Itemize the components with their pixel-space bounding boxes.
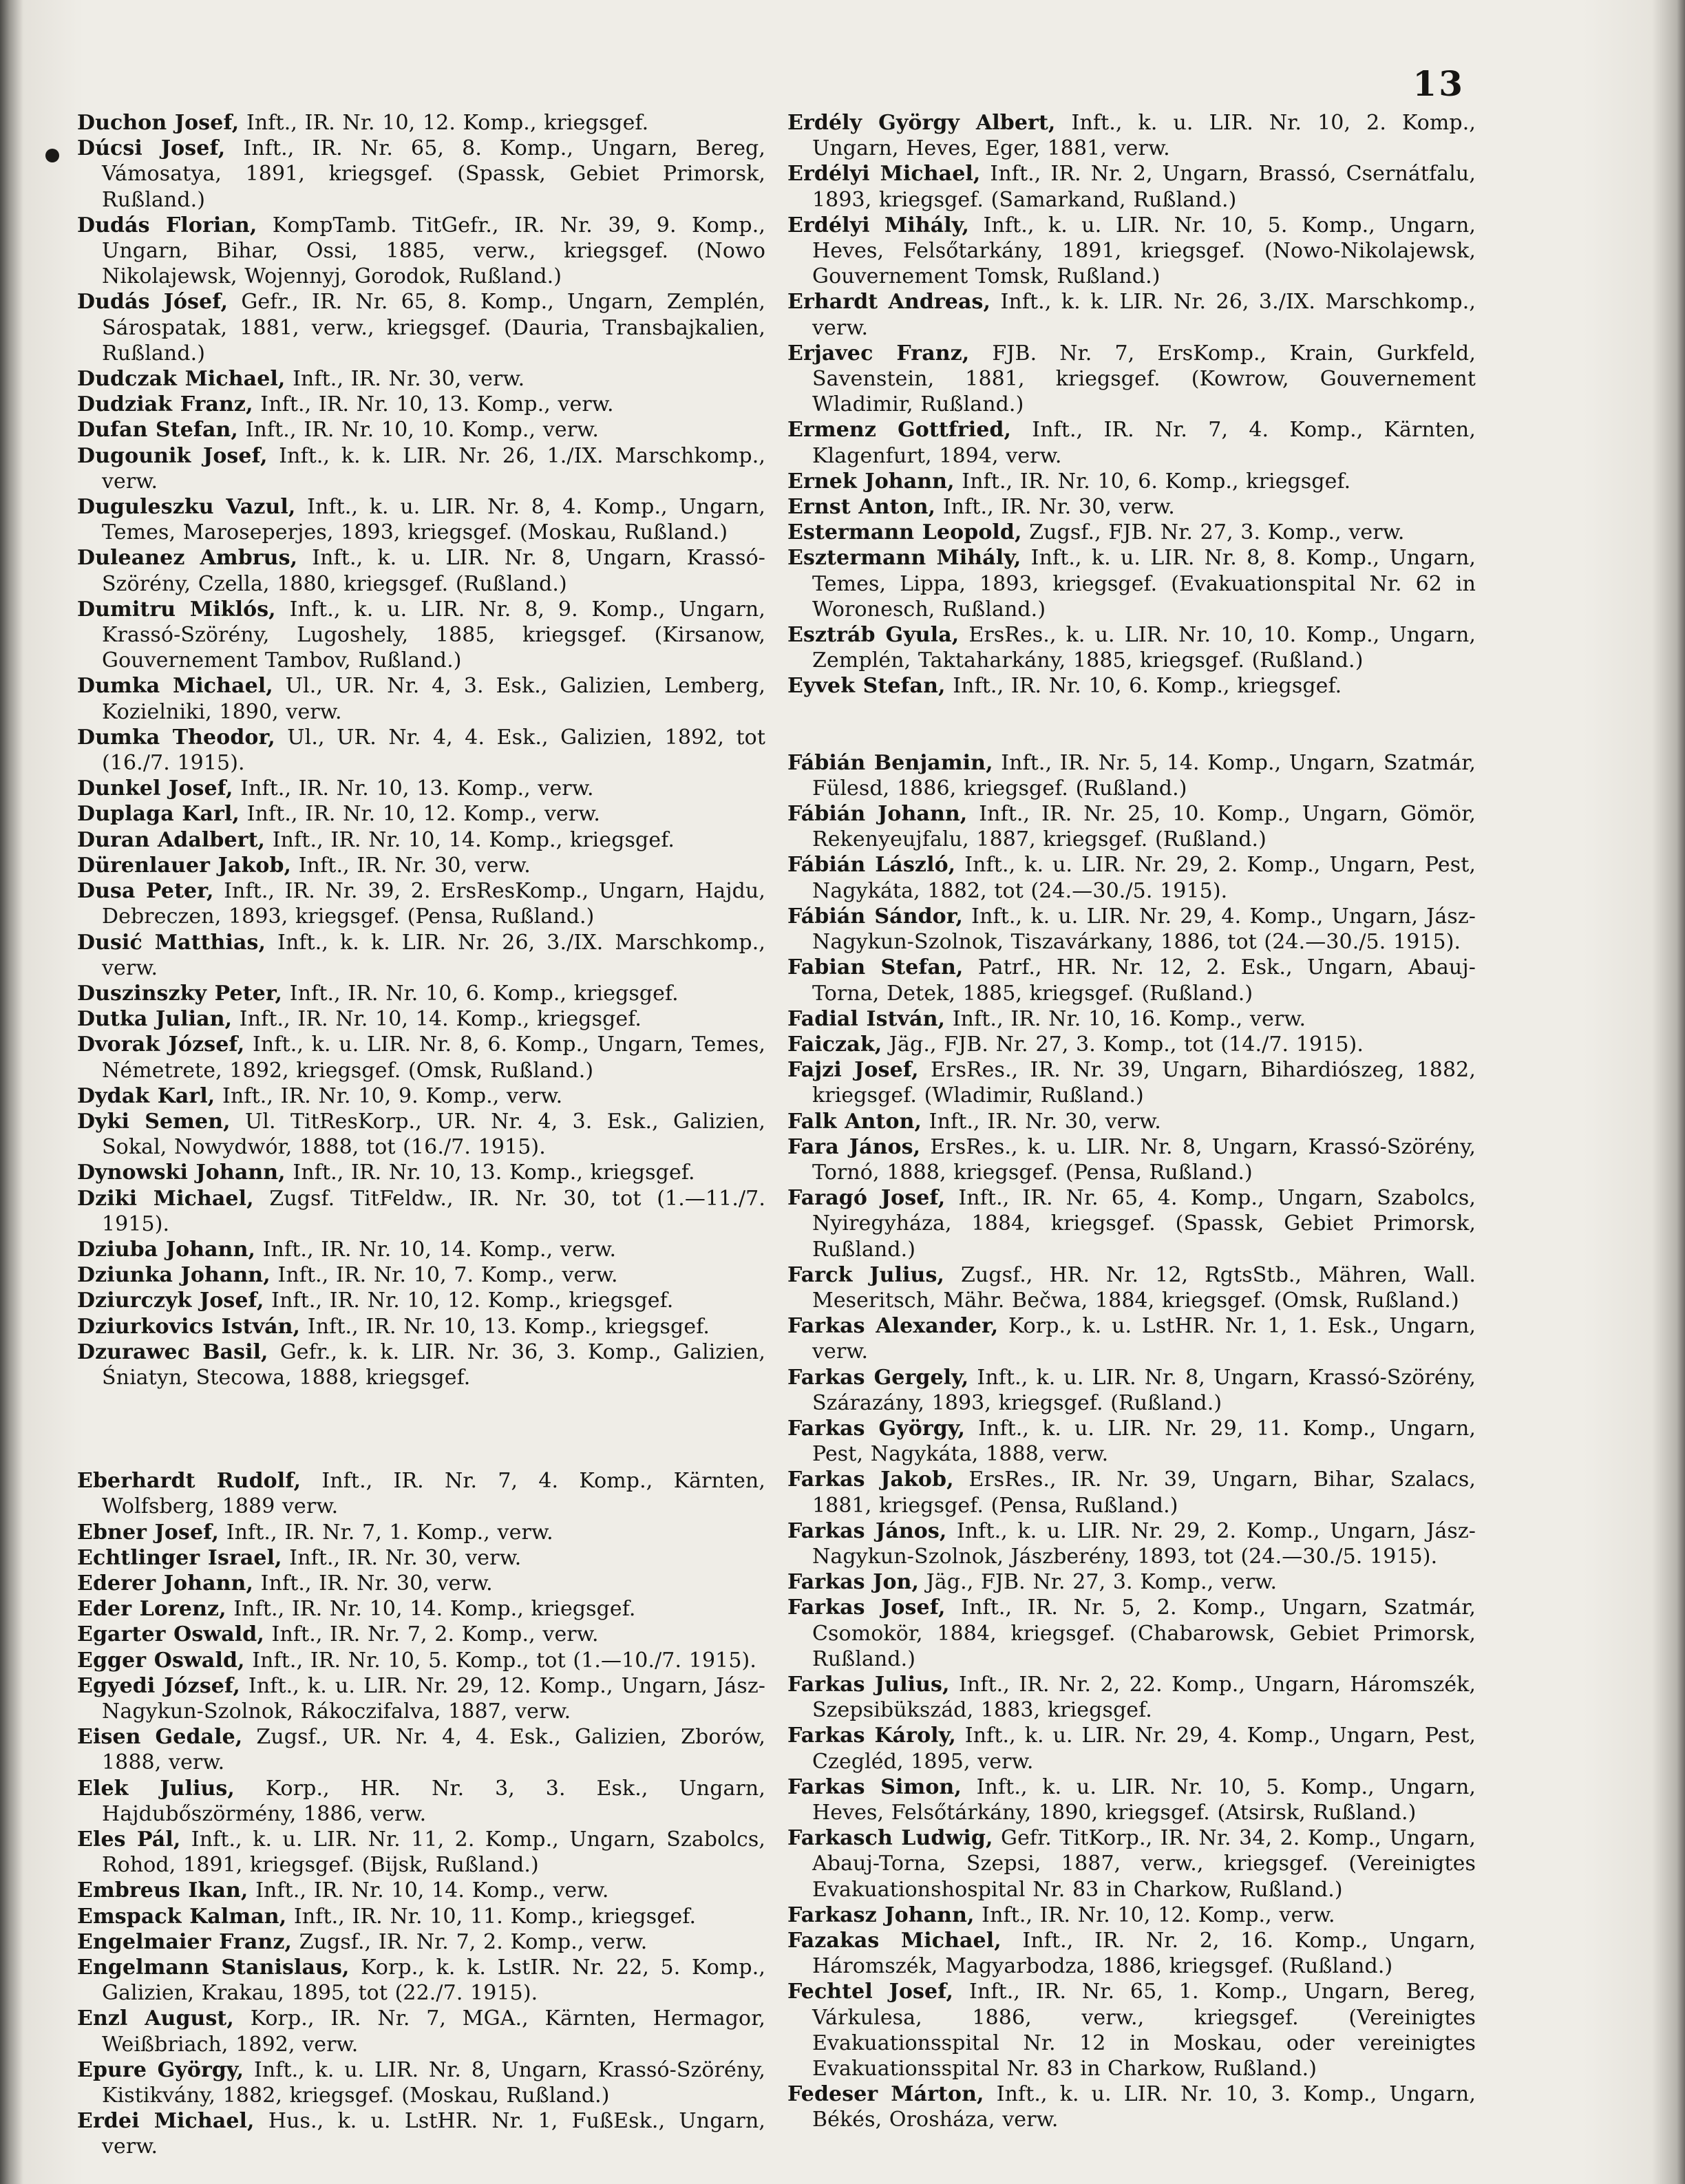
roster-entry — [77, 1288, 765, 1313]
entry-details: KompTamb. TitGefr., IR. Nr. 39, 9. Komp., Ungarn, Bihar, Ossi, 1885, verw., kriegsgef. (Nowo Nikolajewsk, Wojennyj, Gorodok, Rußland.) — [102, 213, 766, 289]
entry-details: Inft., IR. Nr. 10, 13. Komp., verw. — [253, 392, 614, 417]
entry-details: Jäg., FJB. Nr. 27, 3. Komp., tot (14./7. 1915). — [882, 1032, 1364, 1057]
entry-name: Duszinszky Peter, — [77, 981, 283, 1006]
entry-name: Ederer Johann, — [77, 1571, 253, 1595]
entry-name: Fadial István, — [787, 1006, 946, 1031]
roster-entry — [787, 1979, 1476, 2081]
roster-entry — [77, 2057, 765, 2108]
entry-name: Egarter Oswald, — [77, 1622, 264, 1647]
entry-name: Dugounik Josef, — [77, 443, 268, 468]
entry-details: Inft., IR. Nr. 65, 4. Komp., Ungarn, Szabolcs, Nyiregyháza, 1884, kriegsgef. (Spassk, Gebiet Primorsk, Rußland.) — [812, 1186, 1476, 1262]
entry-details: Patrf., HR. Nr. 12, 2. Esk., Ungarn, Abauj-Torna, Detek, 1885, kriegsgef. (Rußland.) — [812, 955, 1476, 1006]
entry-details: Inft., IR. Nr. 10, 12. Komp., verw. — [239, 802, 601, 827]
entry-name: Fazakas Michael, — [787, 1929, 1002, 1953]
entry-name: Farkas Károly, — [787, 1724, 956, 1748]
entry-name: Dudczak Michael, — [77, 367, 286, 392]
entry-details: Ul., UR. Nr. 4, 4. Esk., Galizien, 1892, tot (16./7. 1915). — [102, 725, 765, 776]
entry-name: Fábián László, — [787, 853, 956, 878]
entry-name: Dzurawec Basil, — [77, 1339, 268, 1364]
entry-details: Jäg., FJB. Nr. 27, 3. Komp., verw. — [919, 1570, 1278, 1595]
roster-entry — [787, 1313, 1476, 1364]
roster-entry — [787, 1134, 1476, 1185]
entry-name: Erdélyi Mihály, — [787, 213, 969, 237]
entry-name: Duguleszku Vazul, — [77, 495, 296, 520]
roster-entry — [787, 1672, 1476, 1723]
entry-name: Eles Pál, — [77, 1827, 181, 1852]
entry-details: Korp., HR. Nr. 3, 3. Esk., Ungarn, Hajdubőszörmény, 1886, verw. — [102, 1776, 765, 1826]
entry-details: Inft., IR. Nr. 10, 13. Komp., kriegsgef. — [285, 1160, 695, 1185]
roster-entry — [77, 1648, 765, 1673]
entry-name: Dufan Stefan, — [77, 418, 238, 443]
entry-name: Farkas György, — [787, 1416, 966, 1441]
entry-name: Ernek Johann, — [787, 469, 955, 494]
entry-details: Inft., IR. Nr. 10, 11. Komp., kriegsgef. — [286, 1904, 697, 1929]
roster-entry — [77, 1237, 765, 1262]
roster-entry — [787, 110, 1476, 161]
entry-name: Dutka Julian, — [77, 1007, 233, 1032]
entry-details: Gefr., k. k. LIR. Nr. 36, 3. Komp., Galizien, Śniatyn, Stecowa, 1888, kriegsgef. — [102, 1339, 765, 1390]
entry-name: Emspack Kalman, — [77, 1904, 287, 1929]
entry-details: Inft., IR. Nr. 30, verw. — [922, 1109, 1161, 1134]
entry-details: Zugsf., UR. Nr. 4, 4. Esk., Galizien, Zborów, 1888, verw. — [102, 1725, 765, 1775]
entry-name: Erhardt Andreas, — [787, 290, 991, 315]
entry-details: Inft., IR. Nr. 10, 6. Komp., kriegsgef. — [954, 469, 1351, 494]
roster-entry — [77, 136, 765, 213]
roster-entry — [787, 1723, 1476, 1774]
entry-details: Inft., k. u. LIR. Nr. 10, 3. Komp., Ungarn, Békés, Orosháza, verw. — [812, 2082, 1476, 2132]
section-gap — [787, 699, 1476, 750]
roster-entry — [787, 1006, 1476, 1032]
entry-name: Ernst Anton, — [787, 495, 936, 520]
entry-name: Engelmaier Franz, — [77, 1929, 293, 1954]
entry-name: Egyedi József, — [77, 1673, 240, 1698]
entry-name: Estermann Leopold, — [787, 520, 1022, 545]
roster-entry — [77, 1545, 765, 1571]
roster-entry — [787, 417, 1476, 468]
entry-details: Inft., IR. Nr. 10, 12. Komp., verw. — [974, 1902, 1335, 1927]
entry-name: Elek Julius, — [77, 1776, 235, 1801]
entry-name: Dunkel Josef, — [77, 776, 233, 801]
entry-name: Dyki Semen, — [77, 1109, 231, 1134]
entry-details: Inft., k. k. LIR. Nr. 26, 3./IX. Marschkomp., verw. — [102, 930, 765, 980]
roster-entry — [787, 289, 1476, 340]
roster-entry — [787, 1928, 1476, 1979]
roster-entry — [77, 2006, 765, 2057]
roster-entry — [77, 878, 765, 929]
roster-entry — [77, 1904, 765, 1929]
entry-details: Inft., IR. Nr. 10, 6. Komp., kriegsgef. — [282, 981, 679, 1006]
entry-name: Dziurczyk Josef, — [77, 1289, 264, 1313]
roster-entry — [787, 904, 1476, 955]
entry-details: Inft., IR. Nr. 30, verw. — [253, 1571, 493, 1595]
roster-entry — [77, 1596, 765, 1622]
entry-details: Zugsf. TitFeldw., IR. Nr. 30, tot (1.—11./7. 1915). — [102, 1186, 766, 1236]
entry-details: Inft., IR. Nr. 39, 2. ErsResKomp., Ungarn, Hajdu, Debreczen, 1893, kriegsgef. (Pensa, Rußland.) — [102, 879, 765, 929]
entry-name: Fábián Benjamin, — [787, 750, 993, 775]
entry-details: Inft., IR. Nr. 30, verw. — [282, 1545, 522, 1570]
roster-entry — [787, 1057, 1476, 1108]
entry-name: Dusa Peter, — [77, 879, 214, 904]
entry-details: Inft., k. u. LIR. Nr. 8, 6. Komp., Ungarn, Temes, Németrete, 1892, kriegsgef. (Omsk, Rußland.) — [102, 1032, 765, 1083]
roster-entry — [77, 1571, 765, 1596]
entry-details: Inft., k. u. LIR. Nr. 29, 4. Komp., Ungarn, Pest, Czegléd, 1895, verw. — [812, 1724, 1476, 1774]
entry-name: Fábián Johann, — [787, 802, 968, 827]
roster-entry — [77, 1520, 765, 1545]
entry-name: Eisen Gedale, — [77, 1725, 243, 1750]
entry-details: Inft., IR. Nr. 30, verw. — [291, 853, 531, 878]
entry-name: Farkas Simon, — [787, 1774, 962, 1799]
entry-details: Ul., UR. Nr. 4, 3. Esk., Galizien, Lemberg, Kozielniki, 1890, verw. — [102, 674, 765, 724]
entry-details: Inft., IR. Nr. 7, 4. Komp., Kärnten, Wolfsberg, 1889 verw. — [102, 1469, 765, 1519]
roster-entry — [77, 1186, 765, 1237]
entry-name: Dydak Karl, — [77, 1083, 215, 1108]
entry-name: Fara János, — [787, 1134, 921, 1159]
entry-name: Fábián Sándor, — [787, 904, 964, 929]
entry-name: Erdei Michael, — [77, 2109, 255, 2134]
entry-name: Farkas Gergely, — [787, 1365, 969, 1390]
entry-details: Inft., k. u. LIR. Nr. 8, 8. Komp., Ungarn, Temes, Lippa, 1893, kriegsgef. (Evakuationspital Nr. 62 in Woronesch, Rußland.) — [812, 546, 1476, 622]
entry-name: Dúcsi Josef, — [77, 136, 226, 161]
entry-details: Inft., IR. Nr. 10, 16. Komp., verw. — [945, 1006, 1306, 1031]
entry-details: Inft., k. u. LIR. Nr. 11, 2. Komp., Ungarn, Szabolcs, Rohod, 1891, kriegsgef. (Bijsk, Rußland.) — [102, 1827, 765, 1878]
entry-details: Inft., IR. Nr. 10, 12. Komp., kriegsgef. — [264, 1289, 674, 1313]
margin-mark-icon — [45, 149, 59, 162]
entry-details: Inft., k. u. LIR. Nr. 8, 9. Komp., Ungarn, Krassó-Szörény, Lugoshely, 1885, kriegsgef. (Kirsanow, Gouvernement Tambov, Rußland.) — [102, 597, 765, 673]
entry-name: Dziunka Johann, — [77, 1263, 271, 1288]
roster-entry — [77, 1262, 765, 1288]
entry-name: Farkas Jon, — [787, 1570, 920, 1595]
entry-details: Inft., IR. Nr. 10, 14. Komp., verw. — [248, 1878, 609, 1903]
roster-entry — [787, 750, 1476, 801]
entry-details: Inft., IR. Nr. 7, 4. Komp., Kärnten, Klagenfurt, 1894, verw. — [812, 418, 1476, 468]
entry-name: Erdélyi Michael, — [787, 162, 981, 187]
roster-entry — [787, 1774, 1476, 1825]
entry-name: Farkas Jakob, — [787, 1467, 954, 1492]
entry-details: ErsRes., IR. Nr. 39, Ungarn, Bihar, Szalacs, 1881, kriegsgef. (Pensa, Rußland.) — [812, 1467, 1476, 1518]
entry-name: Engelmann Stanislaus, — [77, 1955, 350, 1980]
roster-entry — [77, 725, 765, 776]
roster-entry — [787, 1416, 1476, 1467]
entry-details: Gefr. TitKorp., IR. Nr. 34, 2. Komp., Ungarn, Abauj-Torna, Szepsi, 1887, verw., kriegsgef. (Vereinigtes Evakuationshospital Nr. 83 in Charkow, Rußland.) — [812, 1826, 1476, 1902]
roster-entry — [77, 1827, 765, 1878]
roster-entry — [77, 1109, 765, 1160]
entry-name: Esztráb Gyula, — [787, 623, 960, 648]
roster-entry — [77, 289, 765, 366]
entry-name: Erdély György Albert, — [787, 111, 1056, 135]
roster-entry — [787, 341, 1476, 418]
entry-details: Inft., k. u. LIR. Nr. 29, 12. Komp., Ungarn, Jász-Nagykun-Szolnok, Rákoczifalva, 1887, verw. — [102, 1673, 765, 1724]
entry-name: Farkasz Johann, — [787, 1902, 975, 1927]
entry-details: Inft., k. u. LIR. Nr. 10, 5. Komp., Ungarn, Heves, Felsőtárkány, 1890, kriegsgef. (Atsirsk, Rußland.) — [812, 1774, 1476, 1825]
entry-name: Dudás Florian, — [77, 213, 257, 237]
entry-details: Inft., IR. Nr. 65, 1. Komp., Ungarn, Bereg, Várkulesa, 1886, verw., kriegsgef. (Vereinigtes Evakuationsspital Nr. 12 in Moskau, oder vereinigtes Evakuationsspital Nr. 83 in Charkow, Rußland.) — [812, 1980, 1476, 2081]
entry-name: Erjavec Franz, — [787, 341, 970, 365]
entry-name: Epure György, — [77, 2057, 244, 2082]
roster-entry — [77, 1006, 765, 1032]
entry-details: Inft., IR. Nr. 2, 22. Komp., Ungarn, Háromszék, Szepsibükszád, 1883, kriegsgef. — [812, 1672, 1476, 1723]
roster-entry — [787, 213, 1476, 290]
roster-entry — [787, 1365, 1476, 1416]
entry-details: Inft., IR. Nr. 65, 8. Komp., Ungarn, Bereg, Vámosatya, 1891, kriegsgef. (Spassk, Gebiet Primorsk, Rußland.) — [102, 136, 765, 212]
entry-details: Inft., k. u. LIR. Nr. 8, Ungarn, Krassó-Szörény, Kistikvány, 1882, kriegsgef. (Moskau, Rußland.) — [102, 2057, 766, 2108]
roster-entry — [787, 1032, 1476, 1057]
entry-details: Ul. TitResKorp., UR. Nr. 4, 3. Esk., Galizien, Sokal, Nowydwór, 1888, tot (16./7. 1915). — [102, 1109, 766, 1160]
roster-entry — [77, 776, 765, 801]
entry-name: Dusić Matthias, — [77, 930, 266, 955]
entry-name: Duleanez Ambrus, — [77, 546, 298, 571]
entry-details: Korp., IR. Nr. 7, MGA., Kärnten, Hermagor, Weißbriach, 1892, verw. — [102, 2006, 765, 2057]
entry-details: Zugsf., HR. Nr. 12, RgtsStb., Mähren, Wall. Meseritsch, Mähr. Bečwa, 1884, kriegsgef. (Omsk, Rußland.) — [812, 1262, 1476, 1313]
entry-name: Duran Adalbert, — [77, 827, 266, 852]
entry-name: Echtlinger Israel, — [77, 1545, 282, 1570]
roster-entry — [787, 494, 1476, 520]
entry-name: Faiczak, — [787, 1032, 882, 1057]
entry-details: Inft., k. u. LIR. Nr. 29, 4. Komp., Ungarn, Jász-Nagykun-Szolnok, Tiszavárkany, 1886, tot (24.—30./5. 1915). — [812, 904, 1476, 955]
roster-entry — [77, 1032, 765, 1083]
entry-details: Inft., IR. Nr. 10, 5. Komp., tot (1.—10./7. 1915). — [244, 1648, 756, 1673]
roster-entry — [787, 622, 1476, 673]
roster-entry — [787, 161, 1476, 212]
entry-details: Inft., IR. Nr. 2, Ungarn, Brassó, Csernátfalu, 1893, kriegsgef. (Samarkand, Rußland.) — [812, 162, 1476, 212]
entry-details: FJB. Nr. 7, ErsKomp., Krain, Gurkfeld, Savenstein, 1881, kriegsgef. (Kowrow, Gouvernement Wladimir, Rußland.) — [812, 341, 1476, 417]
roster-entry — [77, 930, 765, 981]
roster-entry — [77, 1673, 765, 1724]
roster-entry — [787, 469, 1476, 494]
entry-name: Farkas Josef, — [787, 1595, 946, 1620]
entry-name: Farck Julius, — [787, 1262, 944, 1287]
entry-details: Inft., IR. Nr. 10, 7. Komp., verw. — [270, 1263, 618, 1288]
entry-name: Egger Oswald, — [77, 1648, 245, 1673]
roster-entry — [787, 852, 1476, 903]
roster-entry — [787, 1595, 1476, 1672]
roster-entry — [787, 1825, 1476, 1902]
entry-details: Inft., IR. Nr. 10, 12. Komp., kriegsgef. — [239, 111, 649, 135]
roster-entry — [77, 827, 765, 853]
entry-name: Dvorak József, — [77, 1032, 245, 1057]
roster-entry — [77, 1776, 765, 1827]
entry-details: Inft., k. u. LIR. Nr. 10, 5. Komp., Ungarn, Heves, Felsőtarkány, 1891, kriegsgef. (Nowo-Nikolajewsk, Gouvernement Tomsk, Rußland.) — [812, 213, 1476, 289]
entry-details: Inft., k. k. LIR. Nr. 26, 1./IX. Marschkomp., verw. — [102, 443, 766, 494]
entry-name: Enzl August, — [77, 2006, 234, 2031]
entry-details: Korp., k. u. LstHR. Nr. 1, 1. Esk., Ungarn, verw. — [812, 1314, 1476, 1364]
entry-details: Inft., IR. Nr. 10, 6. Komp., kriegsgef. — [945, 674, 1342, 699]
entry-details: ErsRes., k. u. LIR. Nr. 8, Ungarn, Krassó-Szörény, Tornó, 1888, kriegsgef. (Pensa, Rußland.) — [812, 1134, 1476, 1185]
roster-entry — [787, 1569, 1476, 1595]
entry-name: Fechtel Josef, — [787, 1980, 954, 2004]
roster-entry — [787, 1902, 1476, 1928]
roster-entry — [787, 955, 1476, 1006]
entry-details: Inft., IR. Nr. 25, 10. Komp., Ungarn, Gömör, Rekenyeujfalu, 1887, kriegsgef. (Rußland.) — [812, 802, 1476, 852]
roster-entry — [77, 392, 765, 417]
entry-details: Inft., IR. Nr. 10, 14. Komp., verw. — [255, 1237, 617, 1262]
entry-name: Duplaga Karl, — [77, 802, 240, 827]
entry-name: Ermenz Gottfried, — [787, 418, 1012, 443]
roster-entry — [77, 545, 765, 596]
entry-details: Inft., IR. Nr. 10, 14. Komp., kriegsgef. — [232, 1007, 642, 1032]
page-number: 13 — [1412, 63, 1465, 104]
entry-name: Dumka Theodor, — [77, 725, 275, 750]
entry-name: Dynowski Johann, — [77, 1160, 286, 1185]
entry-name: Ebner Josef, — [77, 1520, 220, 1545]
entry-details: Inft., k. k. LIR. Nr. 26, 3./IX. Marschkomp., verw. — [812, 290, 1476, 340]
entry-details: Inft., IR. Nr. 5, 2. Komp., Ungarn, Szatmár, Csomokör, 1884, kriegsgef. (Chabarowsk, Gebiet Primorsk, Rußland.) — [812, 1595, 1476, 1671]
roster-entry — [77, 494, 765, 545]
entry-details: Inft., IR. Nr. 2, 16. Komp., Ungarn, Háromszék, Magyarbodza, 1886, kriegsgef. (Rußland.) — [812, 1929, 1476, 1979]
entry-name: Dürenlauer Jakob, — [77, 853, 292, 878]
entry-name: Farkasch Ludwig, — [787, 1826, 993, 1851]
entry-details: Inft., IR. Nr. 7, 1. Komp., verw. — [219, 1520, 553, 1545]
entry-details: Inft., IR. Nr. 5, 14. Komp., Ungarn, Szatmár, Fülesd, 1886, kriegsgef. (Rußland.) — [812, 750, 1476, 801]
left-column — [77, 110, 765, 2160]
entry-name: Fedeser Márton, — [787, 2082, 984, 2107]
entry-details: Zugsf., IR. Nr. 7, 2. Komp., verw. — [292, 1929, 648, 1954]
roster-entry — [787, 1262, 1476, 1313]
roster-entry — [77, 597, 765, 674]
entry-name: Fajzi Josef, — [787, 1058, 919, 1083]
entry-name: Dziki Michael, — [77, 1186, 254, 1211]
roster-entry — [77, 1929, 765, 1955]
roster-entry — [787, 801, 1476, 852]
entry-name: Farkas János, — [787, 1518, 947, 1543]
roster-entry — [77, 801, 765, 827]
entry-details: Inft., IR. Nr. 10, 13. Komp., kriegsgef. — [300, 1314, 710, 1339]
entry-details: Inft., IR. Nr. 10, 14. Komp., kriegsgef. — [226, 1597, 636, 1622]
entry-details: Hus., k. u. LstHR. Nr. 1, FußEsk., Ungarn, verw. — [102, 2109, 766, 2159]
entry-details: ErsRes., k. u. LIR. Nr. 10, 10. Komp., Ungarn, Zemplén, Taktaharkány, 1885, kriegsgef. (Rußland.) — [812, 623, 1476, 673]
entry-name: Dudás Jósef, — [77, 290, 229, 315]
entry-details: Inft., IR. Nr. 10, 9. Komp., verw. — [215, 1083, 563, 1108]
roster-entry — [787, 1467, 1476, 1518]
entry-details: Inft., k. u. LIR. Nr. 29, 2. Komp., Ungarn, Jász-Nagykun-Szolnok, Jászberény, 1893, tot (24.—30./5. 1915). — [812, 1518, 1476, 1569]
entry-details: Inft., k. u. LIR. Nr. 8, Ungarn, Krassó-Szörény, Szárazány, 1893, kriegsgef. (Rußland.) — [812, 1365, 1476, 1415]
roster-entry — [77, 443, 765, 494]
entry-name: Farkas Alexander, — [787, 1314, 999, 1339]
roster-entry — [787, 1185, 1476, 1262]
entry-details: Inft., k. u. LIR. Nr. 10, 2. Komp., Ungarn, Heves, Eger, 1881, verw. — [812, 111, 1476, 161]
entry-details: Inft., IR. Nr. 10, 14. Komp., kriegsgef. — [265, 827, 675, 852]
roster-entry — [77, 213, 765, 290]
roster-entry — [77, 853, 765, 878]
roster-entry — [77, 1955, 765, 2006]
entry-details: Inft., IR. Nr. 30, verw. — [935, 495, 1175, 520]
entry-details: Korp., k. k. LstIR. Nr. 22, 5. Komp., Galizien, Krakau, 1895, tot (22./7. 1915). — [102, 1955, 765, 2006]
roster-entry — [77, 2108, 765, 2159]
entry-details: Zugsf., FJB. Nr. 27, 3. Komp., verw. — [1021, 520, 1405, 545]
entry-name: Dudziak Franz, — [77, 392, 253, 417]
entry-name: Eyvek Stefan, — [787, 674, 946, 699]
entry-details: Inft., k. u. LIR. Nr. 29, 2. Komp., Ungarn, Pest, Nagykáta, 1882, tot (24.—30./5. 1915). — [812, 853, 1476, 903]
entry-name: Fabian Stefan, — [787, 955, 964, 980]
roster-entry — [77, 1468, 765, 1519]
entry-name: Eberhardt Rudolf, — [77, 1469, 301, 1494]
roster-entry — [77, 417, 765, 443]
roster-entry — [787, 2081, 1476, 2132]
entry-name: Embreus Ikan, — [77, 1878, 248, 1903]
roster-entry — [77, 1724, 765, 1775]
entry-name: Dumka Michael, — [77, 674, 273, 699]
section-gap — [77, 1390, 765, 1468]
entry-name: Falk Anton, — [787, 1109, 922, 1134]
roster-entry — [787, 520, 1476, 545]
entry-name: Duchon Josef, — [77, 111, 240, 135]
entry-name: Faragó Josef, — [787, 1186, 946, 1211]
entry-details: Inft., IR. Nr. 10, 13. Komp., verw. — [233, 776, 594, 801]
entry-name: Eder Lorenz, — [77, 1597, 226, 1622]
roster-entry — [77, 1314, 765, 1339]
entry-name: Esztermann Mihály, — [787, 546, 1021, 571]
roster-entry — [77, 1083, 765, 1109]
entry-details: Inft., k. u. LIR. Nr. 8, Ungarn, Krassó-Szörény, Czella, 1880, kriegsgef. (Rußland.) — [102, 546, 765, 596]
right-column — [787, 110, 1476, 2133]
roster-entry — [77, 1339, 765, 1390]
roster-entry — [787, 1109, 1476, 1134]
roster-entry — [77, 1878, 765, 1903]
entry-details: Inft., IR. Nr. 10, 10. Komp., verw. — [237, 418, 600, 443]
roster-entry — [77, 1622, 765, 1647]
entry-details: Inft., k. u. LIR. Nr. 8, 4. Komp., Ungarn, Temes, Maroseperjes, 1893, kriegsgef. (Moskau, Rußland.) — [102, 495, 766, 545]
roster-entry — [77, 110, 765, 136]
roster-entry — [787, 545, 1476, 622]
entry-details: ErsRes., IR. Nr. 39, Ungarn, Bihardiószeg, 1882, kriegsgef. (Wladimir, Rußland.) — [812, 1058, 1476, 1108]
roster-entry — [787, 1518, 1476, 1569]
entry-name: Farkas Julius, — [787, 1672, 950, 1697]
roster-entry — [77, 981, 765, 1006]
entry-name: Dziurkovics István, — [77, 1314, 301, 1339]
roster-entry — [77, 1160, 765, 1185]
entry-name: Dumitru Miklós, — [77, 597, 276, 622]
roster-entry — [77, 366, 765, 392]
entry-details: Inft., IR. Nr. 7, 2. Komp., verw. — [264, 1622, 599, 1647]
roster-entry — [77, 673, 765, 724]
roster-entry — [787, 673, 1476, 699]
entry-details: Inft., IR. Nr. 30, verw. — [285, 367, 525, 392]
entry-name: Dziuba Johann, — [77, 1237, 256, 1262]
entry-details: Gefr., IR. Nr. 65, 8. Komp., Ungarn, Zemplén, Sárospatak, 1881, verw., kriegsgef. (Dauria, Transbajkalien, Rußland.) — [102, 290, 765, 365]
entry-details: Inft., k. u. LIR. Nr. 29, 11. Komp., Ungarn, Pest, Nagykáta, 1888, verw. — [812, 1416, 1476, 1467]
